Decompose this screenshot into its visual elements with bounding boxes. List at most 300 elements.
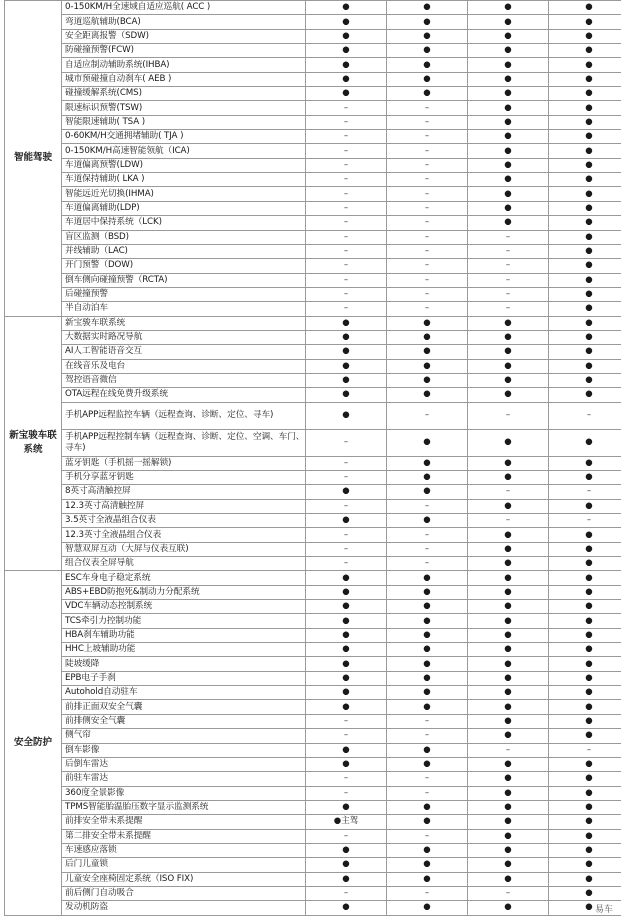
feature-cell: EPB电子手刹 xyxy=(62,671,306,685)
trim-value-cell: ● xyxy=(468,729,549,743)
trim-value-cell: – xyxy=(306,429,387,456)
trim-value-cell: ● xyxy=(468,557,549,571)
trim-value-cell: ● xyxy=(549,345,621,359)
trim-value-cell: ● xyxy=(387,757,468,771)
trim-value-cell: ● xyxy=(468,187,549,201)
table-row xyxy=(5,829,621,843)
trim-value-cell: – xyxy=(306,886,387,900)
feature-cell: 并线辅助（LAC) xyxy=(62,244,306,258)
trim-value-cell: ● xyxy=(468,757,549,771)
trim-value-cell: ● xyxy=(549,786,621,800)
table-row xyxy=(5,15,621,29)
feature-cell: 盲区监测（BSD) xyxy=(62,230,306,244)
trim-value-cell: ● xyxy=(468,700,549,714)
trim-value-cell: ● xyxy=(549,757,621,771)
trim-value-cell: ● xyxy=(549,388,621,402)
trim-value-cell: ● xyxy=(306,757,387,771)
feature-cell: 新宝骏车联系统 xyxy=(62,316,306,330)
table-row xyxy=(5,571,621,585)
feature-cell: AI人工智能语音交互 xyxy=(62,345,306,359)
trim-value-cell: – xyxy=(387,158,468,172)
trim-value-cell: ● xyxy=(549,302,621,316)
trim-value-cell: ● xyxy=(306,514,387,528)
trim-value-cell: – xyxy=(306,101,387,115)
feature-cell: 后倒车雷达 xyxy=(62,757,306,771)
trim-value-cell: – xyxy=(387,259,468,273)
trim-value-cell: ● xyxy=(387,628,468,642)
table-row xyxy=(5,657,621,671)
table-row xyxy=(5,514,621,528)
trim-value-cell: ● xyxy=(468,87,549,101)
trim-value-cell: – xyxy=(549,514,621,528)
trim-value-cell: – xyxy=(387,273,468,287)
feature-cell: 12.3英寸高清触控屏 xyxy=(62,499,306,513)
table-row xyxy=(5,872,621,886)
trim-value-cell: ● xyxy=(387,901,468,915)
watermark: 易车 xyxy=(593,902,615,915)
trim-value-cell: ● xyxy=(549,886,621,900)
feature-cell: 后碰撞预警 xyxy=(62,287,306,301)
feature-cell: OTA远程在线免费升级系统 xyxy=(62,388,306,402)
table-row xyxy=(5,671,621,685)
trim-value-cell: ● xyxy=(468,528,549,542)
trim-value-cell: – xyxy=(387,230,468,244)
trim-value-cell: ● xyxy=(387,456,468,470)
trim-value-cell: ● xyxy=(549,542,621,556)
trim-value-cell: – xyxy=(387,786,468,800)
trim-value-cell: ● xyxy=(549,585,621,599)
trim-value-cell: ● xyxy=(306,671,387,685)
trim-value-cell: – xyxy=(387,557,468,571)
trim-value-cell: ● xyxy=(468,901,549,915)
trim-value-cell: – xyxy=(306,158,387,172)
trim-value-cell: ● xyxy=(468,456,549,470)
table-row xyxy=(5,528,621,542)
trim-value-cell: ● xyxy=(387,72,468,86)
trim-value-cell: ● xyxy=(468,714,549,728)
trim-value-cell: ● xyxy=(387,671,468,685)
trim-value-cell: ● xyxy=(468,316,549,330)
trim-value-cell: ● xyxy=(306,330,387,344)
trim-value-cell: ● xyxy=(549,557,621,571)
table-row xyxy=(5,429,621,456)
trim-value-cell: – xyxy=(468,273,549,287)
trim-value-cell: ● xyxy=(549,15,621,29)
trim-value-cell: ● xyxy=(549,373,621,387)
table-row xyxy=(5,729,621,743)
category-cell: 智能驾驶 xyxy=(5,1,62,317)
feature-cell: 自适应制动辅助系统(IHBA) xyxy=(62,58,306,72)
trim-value-cell: ● xyxy=(468,173,549,187)
trim-value-cell: – xyxy=(306,786,387,800)
trim-value-cell: ● xyxy=(549,29,621,43)
trim-value-cell: ● xyxy=(387,657,468,671)
feature-cell: 第二排安全带未系提醒 xyxy=(62,829,306,843)
table-row xyxy=(5,700,621,714)
table-row xyxy=(5,485,621,499)
trim-value-cell: – xyxy=(468,230,549,244)
table-row xyxy=(5,302,621,316)
trim-value-cell: ● xyxy=(549,273,621,287)
trim-value-cell: – xyxy=(468,287,549,301)
trim-value-cell: – xyxy=(306,829,387,843)
trim-value-cell: ● xyxy=(468,470,549,484)
trim-value-cell: ● xyxy=(387,1,468,15)
trim-value-cell: ● xyxy=(468,72,549,86)
trim-value-cell: ● xyxy=(306,316,387,330)
trim-value-cell: – xyxy=(306,144,387,158)
trim-value-cell: ● xyxy=(549,201,621,215)
trim-value-cell: ● xyxy=(549,115,621,129)
trim-value-cell: ● xyxy=(306,44,387,58)
feature-cell: 半自动泊车 xyxy=(62,302,306,316)
trim-value-cell: ● xyxy=(468,144,549,158)
feature-cell: 车速感应落锁 xyxy=(62,843,306,857)
trim-value-cell: ● xyxy=(387,743,468,757)
feature-cell: 智能远近光切换(IHMA) xyxy=(62,187,306,201)
trim-value-cell: ● xyxy=(549,872,621,886)
trim-value-cell: – xyxy=(306,173,387,187)
table-row xyxy=(5,130,621,144)
table-row xyxy=(5,29,621,43)
table-row xyxy=(5,216,621,230)
feature-cell: 3.5英寸全液晶组合仪表 xyxy=(62,514,306,528)
trim-value-cell: ●主驾 xyxy=(306,815,387,829)
trim-value-cell: ● xyxy=(387,345,468,359)
trim-value-cell: ● xyxy=(549,901,621,915)
feature-cell: 陡坡缓降 xyxy=(62,657,306,671)
trim-value-cell: ● xyxy=(468,359,549,373)
trim-value-cell: ● xyxy=(387,686,468,700)
trim-value-cell: ● xyxy=(549,1,621,15)
trim-value-cell: ● xyxy=(549,671,621,685)
trim-value-cell: ● xyxy=(306,585,387,599)
trim-value-cell: ● xyxy=(387,800,468,814)
trim-value-cell: ● xyxy=(306,15,387,29)
feature-cell: 0-60KM/H交通拥堵辅助( TJA ) xyxy=(62,130,306,144)
trim-value-cell: ● xyxy=(549,330,621,344)
trim-value-cell: ● xyxy=(468,58,549,72)
feature-cell: 倒车侧向碰撞预警（RCTA) xyxy=(62,273,306,287)
trim-value-cell: ● xyxy=(549,614,621,628)
trim-value-cell: ● xyxy=(387,614,468,628)
table-row xyxy=(5,901,621,915)
table-row xyxy=(5,628,621,642)
trim-value-cell: ● xyxy=(387,485,468,499)
trim-value-cell: – xyxy=(306,528,387,542)
table-row xyxy=(5,686,621,700)
trim-value-cell: ● xyxy=(468,201,549,215)
category-cell: 新宝骏车联系统 xyxy=(5,316,62,571)
feature-cell: 倒车影像 xyxy=(62,743,306,757)
trim-value-cell: ● xyxy=(468,345,549,359)
trim-value-cell: ● xyxy=(387,585,468,599)
trim-value-cell: ● xyxy=(387,87,468,101)
trim-value-cell: – xyxy=(468,886,549,900)
trim-value-cell: ● xyxy=(468,429,549,456)
trim-value-cell: – xyxy=(306,273,387,287)
table-row xyxy=(5,388,621,402)
trim-value-cell: ● xyxy=(468,115,549,129)
table-row xyxy=(5,643,621,657)
feature-cell: 手机分享蓝牙钥匙 xyxy=(62,470,306,484)
table-row xyxy=(5,886,621,900)
feature-cell: 组合仪表全屏导航 xyxy=(62,557,306,571)
trim-value-cell: ● xyxy=(468,657,549,671)
trim-value-cell: ● xyxy=(306,858,387,872)
feature-cell: 驾控语音微信 xyxy=(62,373,306,387)
trim-value-cell: – xyxy=(306,772,387,786)
trim-value-cell: ● xyxy=(549,359,621,373)
table-row xyxy=(5,757,621,771)
table-row xyxy=(5,144,621,158)
trim-value-cell: ● xyxy=(549,700,621,714)
feature-cell: 智能限速辅助( TSA ) xyxy=(62,115,306,129)
trim-value-cell: – xyxy=(549,402,621,429)
trim-value-cell: ● xyxy=(387,29,468,43)
table-row xyxy=(5,345,621,359)
trim-value-cell: ● xyxy=(549,499,621,513)
table-row xyxy=(5,58,621,72)
feature-cell: 安全距离报警（SDW) xyxy=(62,29,306,43)
trim-value-cell: ● xyxy=(549,657,621,671)
trim-value-cell: ● xyxy=(306,485,387,499)
trim-value-cell: – xyxy=(306,130,387,144)
feature-cell: 后门儿童锁 xyxy=(62,858,306,872)
table-row xyxy=(5,158,621,172)
trim-value-cell: ● xyxy=(549,259,621,273)
feature-cell: 前后侧门自动吸合 xyxy=(62,886,306,900)
trim-value-cell: ● xyxy=(468,829,549,843)
feature-cell: 前排安全带未系提醒 xyxy=(62,815,306,829)
table-row xyxy=(5,373,621,387)
trim-value-cell: – xyxy=(306,287,387,301)
trim-value-cell: ● xyxy=(549,829,621,843)
trim-value-cell: ● xyxy=(306,571,387,585)
feature-cell: 儿童安全座椅固定系统（ISO FIX) xyxy=(62,872,306,886)
trim-value-cell: ● xyxy=(387,388,468,402)
trim-value-cell: ● xyxy=(468,330,549,344)
table-row xyxy=(5,273,621,287)
trim-value-cell: ● xyxy=(549,772,621,786)
table-row xyxy=(5,542,621,556)
table-row xyxy=(5,244,621,258)
trim-value-cell: – xyxy=(387,115,468,129)
table-row xyxy=(5,87,621,101)
feature-cell: ABS+EBD防抱死&制动力分配系统 xyxy=(62,585,306,599)
trim-value-cell: ● xyxy=(468,542,549,556)
table-row xyxy=(5,600,621,614)
trim-value-cell: ● xyxy=(468,786,549,800)
trim-value-cell: ● xyxy=(387,600,468,614)
trim-value-cell: – xyxy=(306,259,387,273)
table-row xyxy=(5,456,621,470)
trim-value-cell: – xyxy=(549,485,621,499)
table-row xyxy=(5,858,621,872)
table-row xyxy=(5,499,621,513)
trim-value-cell: – xyxy=(306,230,387,244)
trim-value-cell: ● xyxy=(549,714,621,728)
trim-value-cell: – xyxy=(468,244,549,258)
feature-cell: HBA刹车辅助功能 xyxy=(62,628,306,642)
table-row xyxy=(5,201,621,215)
trim-value-cell: ● xyxy=(468,600,549,614)
trim-value-cell: ● xyxy=(306,373,387,387)
trim-value-cell: ● xyxy=(468,130,549,144)
trim-value-cell: – xyxy=(387,772,468,786)
table-row xyxy=(5,287,621,301)
trim-value-cell: ● xyxy=(387,44,468,58)
feature-cell: 360度全景影像 xyxy=(62,786,306,800)
table-row xyxy=(5,585,621,599)
trim-value-cell: ● xyxy=(549,216,621,230)
trim-value-cell: ● xyxy=(468,858,549,872)
trim-value-cell: ● xyxy=(468,571,549,585)
trim-value-cell: ● xyxy=(387,316,468,330)
table-row xyxy=(5,230,621,244)
trim-value-cell: – xyxy=(387,729,468,743)
table-row xyxy=(5,815,621,829)
trim-value-cell: ● xyxy=(306,800,387,814)
feature-cell: ESC车身电子稳定系统 xyxy=(62,571,306,585)
feature-cell: 8英寸高清触控屏 xyxy=(62,485,306,499)
trim-value-cell: ● xyxy=(306,72,387,86)
trim-value-cell: ● xyxy=(549,316,621,330)
spec-table xyxy=(4,0,621,916)
table-row xyxy=(5,1,621,15)
feature-cell: 12.3英寸全液晶组合仪表 xyxy=(62,528,306,542)
trim-value-cell: ● xyxy=(549,729,621,743)
trim-value-cell: ● xyxy=(387,373,468,387)
trim-value-cell: ● xyxy=(549,571,621,585)
spec-table-body xyxy=(5,1,621,916)
trim-value-cell: ● xyxy=(549,456,621,470)
trim-value-cell: ● xyxy=(468,614,549,628)
trim-value-cell: ● xyxy=(468,800,549,814)
table-row xyxy=(5,614,621,628)
trim-value-cell: ● xyxy=(549,429,621,456)
trim-value-cell: – xyxy=(387,287,468,301)
trim-value-cell: ● xyxy=(306,87,387,101)
table-row xyxy=(5,470,621,484)
trim-value-cell: ● xyxy=(306,628,387,642)
table-row xyxy=(5,402,621,429)
trim-value-cell: ● xyxy=(306,359,387,373)
feature-cell: TPMS智能胎温胎压数字显示监测系统 xyxy=(62,800,306,814)
trim-value-cell: ● xyxy=(468,44,549,58)
trim-value-cell: ● xyxy=(549,686,621,700)
trim-value-cell: – xyxy=(306,470,387,484)
table-row xyxy=(5,557,621,571)
trim-value-cell: ● xyxy=(468,643,549,657)
feature-cell: 车道偏离辅助(LDP) xyxy=(62,201,306,215)
trim-value-cell: – xyxy=(387,144,468,158)
table-row xyxy=(5,786,621,800)
trim-value-cell: ● xyxy=(387,643,468,657)
trim-value-cell: ● xyxy=(306,872,387,886)
trim-value-cell: – xyxy=(387,130,468,144)
table-row xyxy=(5,743,621,757)
trim-value-cell: ● xyxy=(468,686,549,700)
trim-value-cell: ● xyxy=(549,528,621,542)
table-row xyxy=(5,772,621,786)
trim-value-cell: ● xyxy=(306,402,387,429)
trim-value-cell: ● xyxy=(549,58,621,72)
trim-value-cell: – xyxy=(387,244,468,258)
trim-value-cell: ● xyxy=(306,686,387,700)
feature-cell: 弯道巡航辅助(BCA) xyxy=(62,15,306,29)
feature-cell: Autohold自动驻车 xyxy=(62,686,306,700)
trim-value-cell: – xyxy=(306,244,387,258)
feature-cell: 车道居中保持系统（LCK) xyxy=(62,216,306,230)
table-row xyxy=(5,101,621,115)
trim-value-cell: ● xyxy=(549,244,621,258)
table-row xyxy=(5,800,621,814)
table-row xyxy=(5,259,621,273)
feature-cell: 城市预碰撞自动刹车( AEB ) xyxy=(62,72,306,86)
trim-value-cell: – xyxy=(306,542,387,556)
trim-value-cell: ● xyxy=(468,585,549,599)
trim-value-cell: ● xyxy=(549,101,621,115)
trim-value-cell: ● xyxy=(306,388,387,402)
feature-cell: 车道保持辅助( LKA ) xyxy=(62,173,306,187)
trim-value-cell: – xyxy=(306,216,387,230)
trim-value-cell: ● xyxy=(549,815,621,829)
feature-cell: 防碰撞预警(FCW) xyxy=(62,44,306,58)
trim-value-cell: – xyxy=(387,402,468,429)
trim-value-cell: – xyxy=(387,201,468,215)
table-row xyxy=(5,44,621,58)
table-row xyxy=(5,843,621,857)
trim-value-cell: ● xyxy=(468,216,549,230)
feature-cell: 车道偏离预警(LDW) xyxy=(62,158,306,172)
table-row xyxy=(5,173,621,187)
trim-value-cell: ● xyxy=(306,1,387,15)
feature-cell: 蓝牙钥匙（手机摇一摇解锁) xyxy=(62,456,306,470)
feature-cell: 手机APP远程监控车辆（远程查询、诊断、定位、寻车) xyxy=(62,402,306,429)
spec-table-container xyxy=(4,0,621,916)
trim-value-cell: – xyxy=(387,216,468,230)
trim-value-cell: – xyxy=(387,886,468,900)
trim-value-cell: ● xyxy=(468,158,549,172)
trim-value-cell: – xyxy=(468,514,549,528)
trim-value-cell: ● xyxy=(549,843,621,857)
trim-value-cell: ● xyxy=(468,872,549,886)
trim-value-cell: – xyxy=(468,302,549,316)
feature-cell: VDC车辆动态控制系统 xyxy=(62,600,306,614)
trim-value-cell: – xyxy=(387,542,468,556)
trim-value-cell: ● xyxy=(549,72,621,86)
trim-value-cell: – xyxy=(387,528,468,542)
category-cell: 安全防护 xyxy=(5,571,62,915)
trim-value-cell: – xyxy=(387,101,468,115)
trim-value-cell: ● xyxy=(387,58,468,72)
trim-value-cell: ● xyxy=(549,643,621,657)
table-row xyxy=(5,714,621,728)
trim-value-cell: ● xyxy=(387,872,468,886)
table-row xyxy=(5,72,621,86)
trim-value-cell: ● xyxy=(549,230,621,244)
trim-value-cell: ● xyxy=(549,287,621,301)
feature-cell: 前排侧安全气囊 xyxy=(62,714,306,728)
trim-value-cell: ● xyxy=(468,388,549,402)
trim-value-cell: – xyxy=(468,259,549,273)
trim-value-cell: – xyxy=(387,187,468,201)
trim-value-cell: ● xyxy=(387,359,468,373)
trim-value-cell: – xyxy=(306,499,387,513)
trim-value-cell: ● xyxy=(387,514,468,528)
feature-cell: 0-150KM/H全速域自适应巡航( ACC ) xyxy=(62,1,306,15)
